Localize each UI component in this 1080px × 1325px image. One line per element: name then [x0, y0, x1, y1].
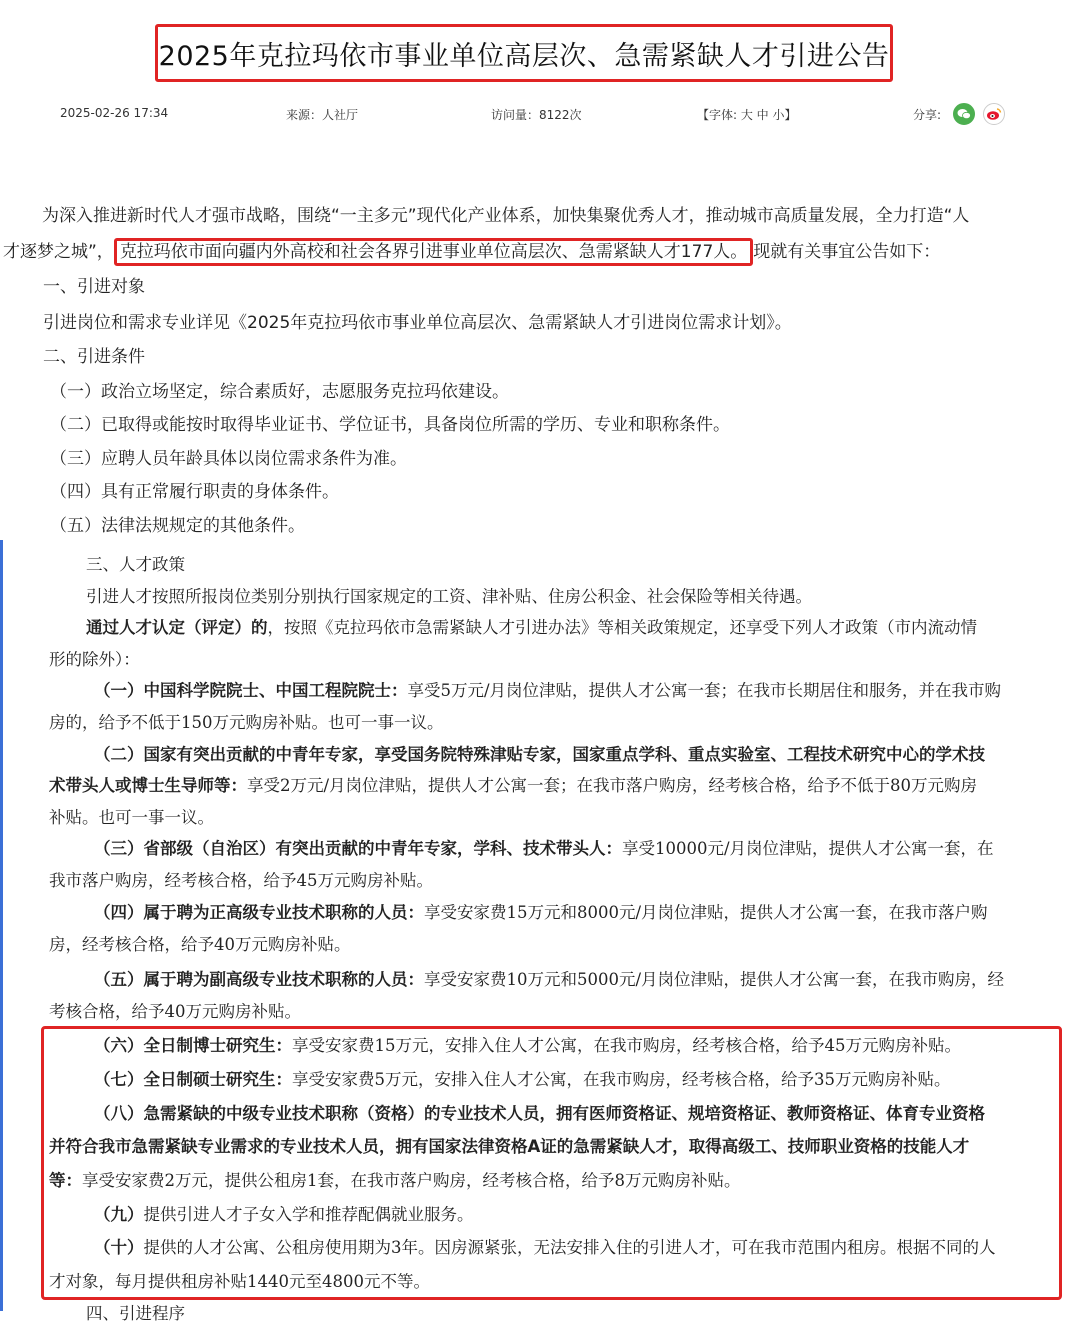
policy-item-1-title: （一）中国科学院院士、中国工程院院士：: [94, 681, 408, 700]
title-highlight-box: [155, 24, 893, 82]
policy-item-9-text: 提供引进人才子女入学和推荐配偶就业服务。: [143, 1205, 474, 1224]
policy-lead-bold: 通过人才认定（评定）的: [86, 618, 268, 637]
policy-item-2-line-2: [49, 775, 977, 797]
font-size-selector[interactable]: 【字体: 大 中 小】: [697, 108, 797, 122]
policy-item-6-title: （六）全日制博士研究生：: [94, 1036, 292, 1055]
policy-item-5-text: 享受安家费10万元和5000元/月岗位津贴，提供人才公寓一套，在我市购房，经: [424, 970, 1005, 989]
policy-item-8-line-2: [49, 1136, 969, 1158]
policy-item-10: [94, 1237, 996, 1259]
policy-item-4-line-2: 房，经考核合格，给予40万元购房补贴。: [49, 935, 351, 954]
wechat-icon[interactable]: [953, 103, 975, 125]
policy-item-3-text: 享受10000元/月岗位津贴，提供人才公寓一套，在: [622, 839, 994, 858]
policy-item-8-line-1: [94, 1103, 985, 1125]
section-1-text: 引进岗位和需求专业详见《2025年克拉玛依市事业单位高层次、急需紧缺人才引进岗位需求计划》。: [43, 313, 792, 333]
section-3-intro: 引进人才按照所报岗位类别分别执行国家规定的工资、津补贴、住房公积金、社会保险等相关待遇。: [86, 587, 812, 606]
intro-line-1: 为深入推进新时代人才强市战略，围绕“一主多元”现代化产业体系，加快集聚优秀人才，推动城市高质量发展，全力打造“人: [42, 206, 970, 226]
section-3-heading: 三、人才政策: [86, 555, 185, 574]
weibo-icon[interactable]: [983, 103, 1005, 125]
policy-item-8-text: 享受安家费2万元，提供公租房1套，在我市落户购房，经考核合格，给予8万元购房补贴。: [82, 1171, 741, 1190]
policy-item-2-title-end: 术带头人或博士生导师等：: [49, 776, 247, 795]
policy-item-10-line-2: 才对象，每月提供租房补贴1440元至4800元不等。: [49, 1272, 430, 1291]
intro-line-2-start: 才逐梦之城”，: [3, 242, 114, 262]
page-title: 2025年克拉玛依市事业单位高层次、急需紧缺人才引进公告: [158, 40, 890, 72]
view-count: 访问量：8122次: [491, 108, 582, 122]
policy-item-8-line-3: [49, 1170, 741, 1192]
policy-item-7-text: 享受安家费5万元，安排入住人才公寓，在我市购房，经考核合格，给予35万元购房补贴。: [292, 1070, 951, 1089]
intro-line-2-end: 现就有关事宜公告如下：: [753, 242, 941, 262]
policy-lead-rest: ，按照《克拉玛依市急需紧缺人才引进办法》等相关政策规定，还享受下列人才政策（市内流动情: [267, 618, 977, 637]
policy-item-9-title: （九）: [94, 1205, 144, 1224]
condition-item: （三）应聘人员年龄具体以岗位需求条件为准。: [50, 449, 407, 469]
condition-item: （四）具有正常履行职责的身体条件。: [50, 482, 339, 502]
intro-line-2: [3, 241, 940, 263]
policy-item-4-text: 享受安家费15万元和8000元/月岗位津贴，提供人才公寓一套，在我市落户购: [424, 903, 988, 922]
policy-item-7-title: （七）全日制硕士研究生：: [94, 1070, 292, 1089]
section-4-heading: 四、引进程序: [86, 1304, 185, 1323]
policy-item-2-title: （二）国家有突出贡献的中青年专家，享受国务院特殊津贴专家，国家重点学科、重点实验室、工程技术研究中心的学术技: [94, 745, 985, 764]
section-1-heading: 一、引进对象: [43, 277, 145, 297]
policy-lead: [86, 617, 977, 639]
policy-item-1-text: 享受5万元/月岗位津贴，提供人才公寓一套；在我市长期居住和服务，并在我市购: [407, 681, 1002, 700]
policy-item-5-line-2: 考核合格，给予40万元购房补贴。: [49, 1002, 301, 1021]
policy-item-4-title: （四）属于聘为正高级专业技术职称的人员：: [94, 903, 424, 922]
policy-item-1: [94, 680, 1001, 702]
policy-item-8-title: （八）急需紧缺的中级专业技术职称（资格）的专业技术人员，拥有医师资格证、规培资格证、教师资格证、体育专业资格: [94, 1104, 985, 1123]
policy-item-5: [94, 969, 1004, 991]
publish-date: 2025-02-26 17:34: [60, 106, 169, 120]
policy-item-10-text: 提供的人才公寓、公租房使用期为3年。因房源紧张，无法安排入住的引进人才，可在我市范围内租房。根据不同的人: [143, 1238, 996, 1257]
policy-item-3-title: （三）省部级（自治区）有突出贡献的中青年专家，学科、技术带头人：: [94, 839, 622, 858]
policy-item-6-text: 享受安家费15万元，安排入住人才公寓，在我市购房，经考核合格，给予45万元购房补贴。: [292, 1036, 961, 1055]
policy-item-9: [94, 1204, 474, 1226]
policy-lead-line-2: 形的除外）：: [49, 650, 140, 669]
section-2-heading: 二、引进条件: [43, 347, 145, 367]
policy-item-8-title-end: 等：: [49, 1171, 82, 1190]
policy-item-4: [94, 902, 988, 924]
policy-item-3: [94, 838, 994, 860]
policy-item-8-title-cont: 并符合我市急需紧缺专业需求的专业技术人员，拥有国家法律资格A证的急需紧缺人才，取得高级工、技师职业资格的技能人才: [49, 1137, 970, 1156]
policy-item-3-line-2: 我市落户购房，经考核合格，给予45万元购房补贴。: [49, 871, 433, 890]
policy-item-2-text: 享受2万元/月岗位津贴，提供人才公寓一套；在我市落户购房，经考核合格，给予不低于80万元购房: [247, 776, 978, 795]
policy-item-5-title: （五）属于聘为副高级专业技术职称的人员：: [94, 970, 424, 989]
share-label: 分享:: [913, 108, 942, 122]
policy-item-10-title: （十）: [94, 1238, 144, 1257]
policy-item-2-line-1: [94, 744, 985, 766]
condition-item: （二）已取得或能按时取得毕业证书、学位证书，具备岗位所需的学历、专业和职称条件。: [50, 415, 730, 435]
source-label: 来源：人社厅: [286, 108, 359, 122]
policy-item-7: [94, 1069, 951, 1091]
left-accent-bar: [0, 540, 3, 1311]
condition-item: （五）法律法规规定的其他条件。: [50, 516, 305, 536]
policy-item-6: [94, 1035, 961, 1057]
policy-item-1-line-2: 房的，给予不低于150万元购房补贴。也可一事一议。: [49, 713, 444, 732]
policy-item-2-line-3: 补贴。也可一事一议。: [49, 808, 214, 827]
condition-item: （一）政治立场坚定，综合素质好，志愿服务克拉玛依建设。: [50, 382, 509, 402]
highlighted-quota-text: 克拉玛依市面向疆内外高校和社会各界引进事业单位高层次、急需紧缺人才177人。: [114, 238, 753, 266]
